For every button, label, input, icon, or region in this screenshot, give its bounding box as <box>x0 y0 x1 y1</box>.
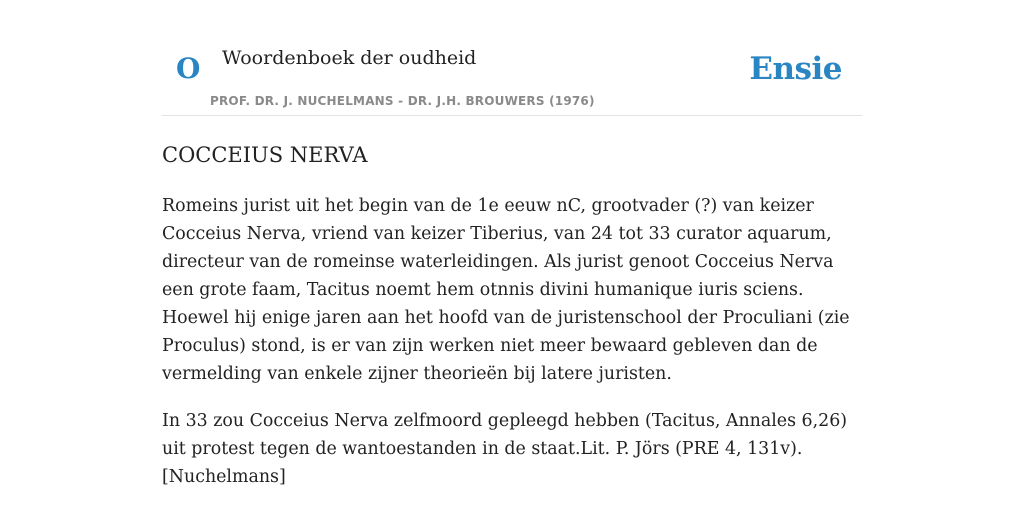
entry-paragraph-1: Romeins jurist uit het begin van de 1e eeuw nC, grootvader (?) van keizer Cocceius Nerva, vriend van keizer Tiberius, van 24 tot 33 curator aquarum, directeur van de romeinse waterleidingen. Als jurist genoot Cocceius Nerva een grote faam, Tacitus noemt hem otnnis divini humanique iuris sciens. Hoewel hij enige jaren aan het hoofd van de juristenschool der Proculiani (zie Proculus) stond, is er van zijn werken niet meer bewaard gebleven dan de vermelding van enkele zijner theorieën bij latere juristen. <box>162 196 850 384</box>
ensie-logo[interactable]: Ensie <box>749 51 842 87</box>
entry-paragraph-2: In 33 zou Cocceius Nerva zelfmoord gepleegd hebben (Tacitus, Annales 6,26) uit protest tegen de wantoestanden in de staat.Lit. P. Jörs (PRE 4, 131v). [Nuchelmans] <box>162 411 848 487</box>
book-authors: PROF. DR. J. NUCHELMANS - DR. J.H. BROUWERS (1976) <box>210 94 595 108</box>
header <box>162 40 862 116</box>
index-letter[interactable]: O <box>176 52 201 85</box>
entry-body <box>162 192 866 510</box>
entry-title: COCCEIUS NERVA <box>162 143 368 167</box>
book-title[interactable]: Woordenboek der oudheid <box>222 47 477 69</box>
